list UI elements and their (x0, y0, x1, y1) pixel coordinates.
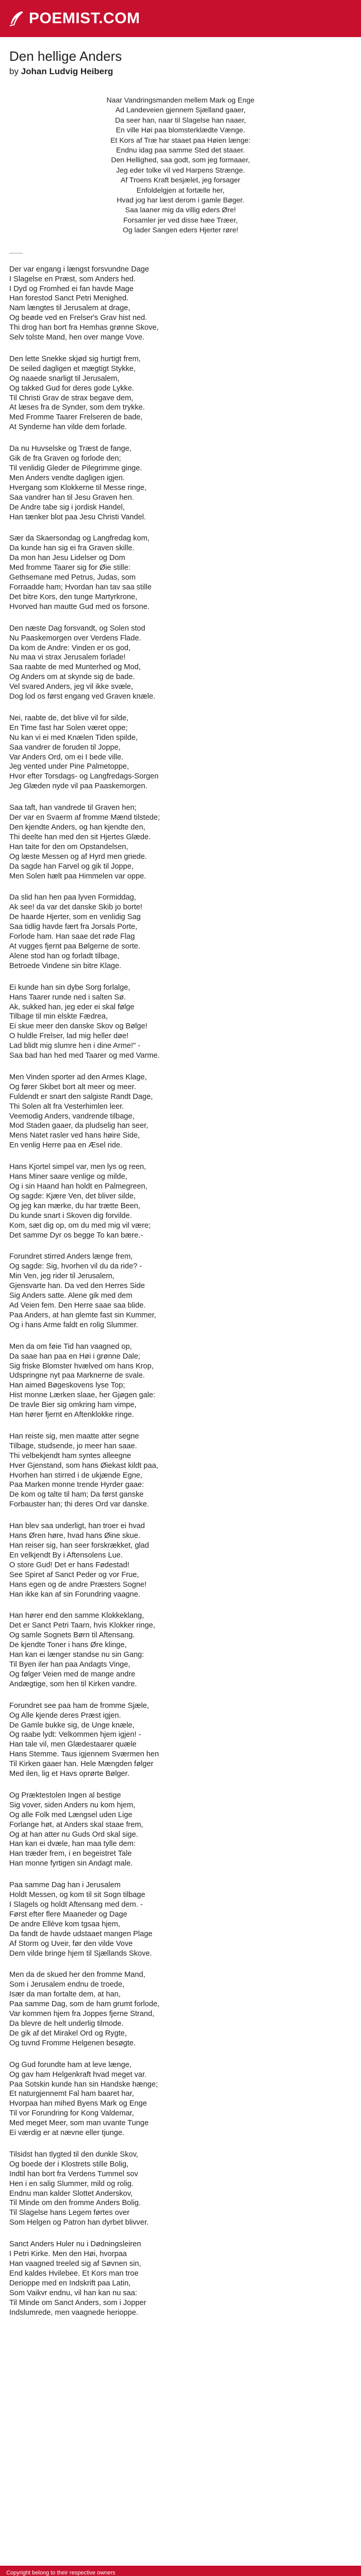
poem-line: End kaldes Hvilebee. Et Kors man troe (9, 2269, 139, 2278)
poem-line: Thi deelte han med den sit Hjertes Glæde. (9, 833, 151, 841)
intro-line: Et Kors af Træ har staaet paa Høien længe: (110, 135, 251, 144)
intro-line: Ad Landeveien gjennem Sjælland gaaer, (115, 106, 246, 114)
poem-line: Der var en Svaerm af fromme Mænd tilstede; (9, 814, 160, 822)
poem-line: Og tuvnd Fromme Helgenen besøgte. (9, 2039, 136, 2047)
byline-prefix: by (9, 66, 19, 76)
intro-line: Forsamler jer ved disse hæe Træer, (123, 215, 238, 224)
poem-line: Veemodig Anders, vandrende tilbage, (9, 1112, 135, 1121)
poem-line: I Slagels og holdt Aftensang med dem. - (9, 1901, 143, 1909)
quill-icon (7, 10, 25, 27)
poem-line: Han tænker blot paa Jesu Christi Vandel. (9, 513, 146, 521)
poem-line: Og sagde: Kjære Ven, det bliver silde, (9, 1192, 136, 1200)
poem-line: Som Helgen og Patron han dyrbet blivver. (9, 2218, 149, 2227)
poem-line: Da blevre de helt underlig tilmode. (9, 2019, 124, 2028)
intro-line: Af Troens Kraft besjælet, jeg forsager (121, 176, 240, 184)
poem-line: En velkjendt By i Aftensolens Lue. (9, 1551, 123, 1560)
poem-line: Gethsemane med Petrus, Judas, som (9, 573, 136, 582)
poem-line: Men Solen hælt paa Himmelen var oppe. (9, 872, 146, 880)
poem-line: Men Anders vendte dagligen igjen. (9, 473, 125, 482)
poem-line: Paa Anders, at han glemte fast sin Kummer, (9, 1311, 156, 1319)
poem-line: Til vor Forundring for Kong Valdemar, (9, 2109, 134, 2118)
poem-line: Thi drog han bort fra Hemhas grønne Skove, (9, 324, 159, 332)
poem-line: Til Minde om Sanct Anders, som i Jopper (9, 2298, 146, 2307)
poem-line: Ei skue meer den danske Skov og Bølge! (9, 1022, 147, 1031)
stanza (9, 983, 352, 1061)
stanza (9, 1701, 352, 1779)
poem-line: Og følger Veien med de mange andre (9, 1670, 136, 1679)
poem-line: Og alle Folk med Længsel uden Lige (9, 1810, 133, 1819)
poem-line: De travle Bier sig omkring ham vimpe, (9, 1401, 137, 1410)
poem-line: Med fromme Taarer sig for Øie stille: (9, 564, 130, 572)
poem-line: Saa raabte de med Munterhed og Mod, (9, 663, 141, 672)
stanza (9, 1162, 352, 1240)
stanza (9, 893, 352, 971)
poem-line: Paa samme Dag han i Jerusalem (9, 1881, 121, 1890)
poem-line: Forundret stirred Anders længe frem, (9, 1252, 133, 1261)
poem-line: Og sagde: Sig, hvorhen vil du da ride? - (9, 1262, 142, 1271)
stanza (9, 444, 352, 522)
poem-line: Og Gud forundte ham at leve længe, (9, 2060, 132, 2069)
poem-line: Forbauster han; thi deres Ord var danske. (9, 1500, 149, 1509)
poem-line: Nu Paaskemorgen over Verdens Flade. (9, 634, 141, 642)
site-footer (0, 2566, 361, 2576)
poem-line: Tilsidst han tlygted til den dunkle Skov, (9, 2150, 138, 2159)
poem-byline (9, 66, 352, 77)
stanza (9, 1342, 352, 1420)
poem-line: Han blev saa underligt, han troer ei hvad (9, 1522, 145, 1531)
poem-line: Som i Jerusalem endnu de troede, (9, 1980, 125, 1989)
poem-line: Dem vilde bringe hjem til Sjællands Skove. (9, 1949, 152, 1958)
poem-line: Og boede der i Klostrets stille Bolig, (9, 2160, 129, 2168)
site-logo-text: POEMIST.COM (29, 10, 140, 27)
poem-line: Det samme Dyr os begge To kan bære.- (9, 1231, 143, 1240)
poem-line: Han monne fyrtigen sin Andagt male. (9, 1859, 133, 1868)
poem-line: De Andre tabe sig i jordisk Handel, (9, 503, 125, 512)
poem-line: I Petri Kirke. Men den Høi, hvorpaa (9, 2250, 127, 2259)
poem-line: Saa vandrer de foruden til Joppe, (9, 743, 121, 752)
poem-line: Nam længtes til Jerusalem at drage, (9, 304, 130, 313)
poem-line: Og raabe lydt: Velkommen hjem igjen! - (9, 1731, 141, 1739)
poem-line: De Gamle bukke sig, de Unge knæle, (9, 1721, 135, 1730)
poem-line: Af Storm og Uveir, før den vilde Vove (9, 1939, 133, 1948)
poem-line: Alene stod han og forladt tilbage, (9, 952, 120, 960)
poem-line: Han tale vil, men Glædestaarer quæle (9, 1740, 137, 1749)
poem-line: Ak, sukked han, jeg eder ei skal følge (9, 1003, 135, 1011)
poem-line: Betroede Vindene sin bitre Klage. (9, 961, 122, 970)
poem-line: Sær da Skaersondag og Langfredag kom, (9, 534, 150, 543)
poem-line: Den næste Dag forsvandt, og Solen stod (9, 624, 145, 633)
poem-line: Udspringne nyt paa Marknerne de svale. (9, 1371, 145, 1380)
poem-line: Hvorhen han stirred i de ukjænde Egne, (9, 1471, 142, 1480)
poem-line: Tilbage til min elskte Fædrea, (9, 1012, 108, 1021)
poem-line: De andre Ellève kom tgsaa hjem, (9, 1920, 120, 1928)
poem-line: De gik af det Mirakel Ord og Rygte, (9, 2029, 127, 2038)
poem-line: Sig Anders satte. Alene gik med dem (9, 1292, 133, 1300)
poem-line: Med Fromme Taarer Frelseren de bade, (9, 413, 143, 422)
poem-line: Lad blidt mig slumre hen i dine Arme!" - (9, 1042, 141, 1050)
poem-line: De haarde Hjerter, som en venlidig Sag (9, 913, 141, 922)
poem-line: De kjendte Toner i hans Øre klinge, (9, 1641, 127, 1650)
site-logo[interactable] (7, 10, 140, 27)
poem-line: De seiled dagligen et mægtigt Stykke, (9, 364, 136, 373)
poem-line: O huldle Frelser, lad mig heller døe! (9, 1032, 129, 1041)
poem-line: Et naturgjennemt Fal ham baaret har, (9, 2090, 134, 2098)
poem-line: Og gav ham Helgenkraft hvad meget var. (9, 2070, 147, 2079)
stanza (9, 1880, 352, 1958)
poem-line: Og i hans Arme faldt en rolig Slummer. (9, 1320, 138, 1329)
poem-line: Han vaagned treeled sig af Søvnen sin, (9, 2260, 141, 2268)
poem-line: Til Kirken gaaer han. Hele Mængden følger (9, 1760, 154, 1769)
poem-line: Han reiste sig, men maatte atter segne (9, 1432, 139, 1440)
poem-line: O store Gud! Det er hans Fødestad! (9, 1561, 129, 1569)
poem-title: Den hellige Anders (9, 48, 122, 64)
intro-line: Den Hellighed, saa godt, som jeg formaaer, (111, 156, 250, 164)
poem-line: Han hører fjernt en Aftenklokke ringe. (9, 1411, 134, 1419)
poem-line: Han kan ei længer standse nu sin Gang: (9, 1651, 144, 1659)
stanza (9, 1073, 352, 1150)
stanza (9, 2150, 352, 2228)
intro-line: Da seer han, naar til Slagelse han naaer, (115, 115, 246, 124)
poem-line: Forraadde ham; Hvordan han tav saa stille (9, 583, 152, 591)
stanza (9, 714, 352, 791)
poem-line: Han hører end den samme Klokkeklang, (9, 1612, 144, 1620)
poem-line: Da slid han hen paa lyven Formiddag, (9, 893, 136, 902)
poem-line: En Time fast har Solen været oppe; (9, 723, 128, 732)
poem-line: Til Slagelse hans Legem førtes over (9, 2209, 130, 2217)
poem-line: Min Ven, jeg rider til Jerusalem, (9, 1272, 114, 1281)
poem-line: Og Anders om at skynde sig de bade. (9, 673, 135, 682)
poem-line: Vel svared Anders, jeg vil ikke svæle, (9, 683, 134, 691)
poem-line: Hans Stemme. Taus igjennem Sværmen hen (9, 1750, 159, 1759)
poem-line: Selv tolste Mand, hen over mange Vove. (9, 333, 145, 342)
stanza (9, 2060, 352, 2138)
intro-line: Og lader Sangen eders Hjerter røre! (122, 226, 239, 234)
poem-line: Først efter flere Maaneder og Dage (9, 1910, 127, 1919)
poem-line: Holdt Messen, og kom til sit Sogn tilbage (9, 1891, 145, 1900)
poem-line: Det bitre Kors, den tunge Martyrkrone, (9, 592, 138, 601)
poem-line: Han aimed Bøgeskovens lyse Top; (9, 1381, 125, 1390)
poem-line: Hen i en salig Slummer, mild og rolig. (9, 2179, 134, 2188)
poem-intro (9, 95, 352, 235)
poem-line: Indslumrede, men vaagnede herioppe. (9, 2308, 138, 2317)
copyright-text: Copyright belong to their respective owners (6, 2570, 116, 2576)
poem-line: Jeg Glæden nyde vil paa Paaskemorgen. (9, 782, 147, 791)
poem-line: Til Christi Grav de strax begave dem, (9, 394, 134, 402)
poem-line: Forundret see paa ham de fromme Sjæle, (9, 1701, 149, 1710)
poem-line: Han ikke kan af sin Forundring vaagne. (9, 1590, 140, 1599)
poem-line: Da sagde han Farvel og gik til Joppe, (9, 862, 134, 871)
poem-line: Hver Gjenstand, som hans Øiekast kildt paa, (9, 1461, 158, 1470)
poem-line: Fuldendt er snart den salgiste Randt Dage, (9, 1092, 153, 1101)
poem-line: Og Præktestolen Ingen al bestige (9, 1791, 121, 1800)
poem-line: En venlig Herre paa en Æsel ride. (9, 1141, 123, 1150)
poem-line: Hvorved han mautte Gud med os forsone. (9, 602, 150, 611)
poem-line: Saa taft, han vandrede til Graven hen; (9, 804, 137, 812)
poem-line: Til venlidig Gleder de Pilegrimme ginge. (9, 464, 142, 472)
poem-line: Nu kan vi ei med Knælen Tiden spilde, (9, 733, 138, 742)
author-link[interactable]: Johan Ludvig Heiberg (21, 66, 113, 76)
poem-line: At læses fra de Synder, som dem trykke. (9, 403, 145, 412)
intro-line: Endnu idag paa samme Sted det staaer. (116, 146, 245, 155)
poem-line: I Dyd og Fromhed ei fan havde Mage (9, 284, 134, 293)
stanza (9, 1611, 352, 1689)
poem-line: I Slagelse en Præst, som Anders hed. (9, 275, 136, 283)
site-header (0, 0, 361, 37)
poem-line: Da nu Huvselske og Træst de fange, (9, 445, 132, 453)
poem-line: Sanct Anders Huler nu i Dødningsleiren (9, 2240, 141, 2249)
poem-line: Og at han atter nu Guds Ord skal sige. (9, 1830, 138, 1839)
poem-line: Sig vover, siden Anders nu kom hjem, (9, 1801, 136, 1809)
poem-line: Dog lod os først engang ved Graven knæle. (9, 692, 156, 701)
poem-line: Paa Sotskin kunde han sin Handske hænge; (9, 2080, 158, 2089)
poem-line: Med meget Meer, som man uvante Tunge (9, 2119, 149, 2128)
stanza (9, 1970, 352, 2048)
poem-line: Hans Kjortel simpel var, men lys og reen, (9, 1163, 146, 1172)
poem-line: Han reiser sig, han seer forskrækket, glad (9, 1541, 149, 1550)
stanza (9, 354, 352, 432)
poem-line: Nei, raabte de, det blive vil for silde, (9, 714, 129, 722)
poem-line: Den lette Snekke skjød sig hurtigt frem, (9, 354, 141, 363)
poem-line: Men Vinden sporter ad den Armes Klage, (9, 1073, 147, 1081)
stanza (9, 1791, 352, 1869)
poem-line: Og samle Sognets Børn til Aftensang. (9, 1631, 135, 1640)
poem-line: Sig friske Blomster hvælved om hans Krop, (9, 1362, 154, 1370)
poem-line: Da saae han paa en Høi i grønne Dale; (9, 1352, 140, 1361)
poem-line: Saa vandrer han til Jesu Graven hen. (9, 493, 134, 502)
intro-line: Naar Vandringsmanden mellem Mark og Enge (106, 96, 255, 104)
poem-line: Thi velbekjendt ham syntes alleegne (9, 1451, 132, 1460)
poem-line: Han kan ei dvæle, han maa tylle dem: (9, 1840, 136, 1849)
poem-line: Ad Veien fem. Den Herre saae saa blide. (9, 1301, 146, 1310)
poem-line: Han taite for den om Opstandelsen, (9, 842, 128, 851)
stanza (9, 624, 352, 702)
poem-line: Med ilen, lig et Havs oprørte Bølger. (9, 1770, 129, 1778)
poem-line: Og jeg kan mærke, du har trætte Been, (9, 1201, 140, 1210)
poem-line: Saa bad han hed med Taarer og med Varme. (9, 1052, 160, 1060)
poem-line: Gik de fra Graven og forlode den; (9, 454, 121, 463)
poem-line: Andægtige, som hen til Kirken vandre. (9, 1680, 137, 1688)
poem-line: See Spiret af Sanct Peder og vor Frue, (9, 1570, 139, 1579)
intro-line: Saa laaner mig da villig eders Øre! (125, 206, 236, 214)
poem-line: Kom, sæt dig op, om du med mig vil være; (9, 1221, 151, 1230)
poem-line: Til Minde om den fromme Anders Bolig. (9, 2199, 141, 2208)
poem-line: At vugges fjernt paa Bølgerne de sorte. (9, 942, 140, 951)
poem-line: Og læste Messen og af Hyrd men griede. (9, 852, 147, 861)
poem-line: Tilbage, studsende, jo meer han saae. (9, 1442, 137, 1450)
poem-stanzas (9, 265, 352, 2318)
poem-line: Hvorpaa han mihed Byens Mark og Enge (9, 2099, 147, 2108)
poem-line: Hans Øren høre, hvad hans Øine skue. (9, 1532, 140, 1540)
poem-line: Ei værdig er at nævne eller tjunge. (9, 2129, 125, 2138)
poem-line: Men da om føie Tid han vaagned op, (9, 1342, 132, 1351)
poem-line: Saa tidlig havde fært fra Jorsals Porte, (9, 923, 138, 931)
poem-line: Nu maa vi strax Jerusalem forlade! (9, 653, 126, 662)
poem-line: Hvergang som Klokkerne til Messe ringe, (9, 483, 147, 492)
poem-line: Den kjendte Anders, og han kjendte den, (9, 823, 145, 832)
poem-line: Til Byen iler han paa Andagts Vinge, (9, 1660, 130, 1669)
poem-line: Der var engang i længst forsvundne Dage (9, 265, 149, 274)
poem-line: Det er Sanct Petri Taarn, hvis Klokker ringe, (9, 1621, 155, 1630)
stanza (9, 803, 352, 881)
stanza (9, 1432, 352, 1510)
intro-line: Hvad jog har læst derom i gamle Bøger. (117, 196, 244, 205)
poem-line: Hans Taarer runde ned i salten Sø. (9, 993, 126, 1002)
poem-line: Paa samme Dag, som de ham grumt forlode, (9, 2000, 160, 2009)
poem-line: Men da de skued her den fromme Mand, (9, 1971, 145, 1979)
poem-line: Hans Miner saare venlige og milde, (9, 1173, 127, 1181)
stanza (9, 2240, 352, 2317)
intro-line: En ville Høi paa blomsterklædte Vænge. (116, 126, 245, 134)
poem-line: Endnu man kalder Slottet Anderskov, (9, 2189, 133, 2198)
poem-line: Og fører Skibet bort alt meer og meer. (9, 1082, 136, 1091)
poem-line: Mens Natet rasler ved hans høire Side, (9, 1131, 140, 1140)
stanza (9, 1521, 352, 1599)
poem-line: Og Alle kjende deres Præst igjen. (9, 1711, 121, 1720)
poem-line: Forlode ham. Han saae det røde Flag (9, 933, 135, 941)
poem-line: Ak see! da var det danske Skib jo borte! (9, 903, 142, 912)
poem-line: Jeg vented under Pine Palmetoppe, (9, 762, 129, 771)
poem-line: Da fandt de havde udstaaet mangen Plage (9, 1929, 153, 1938)
poem-line: Som Vaikvr endnu, vil han kan nu saa: (9, 2289, 137, 2297)
poem-content (0, 37, 361, 2317)
poem-line: Du kunde snart i Skoven dig forvilde. (9, 1211, 132, 1220)
poem-line: Især da man fortalte dem, at han, (9, 1990, 121, 1999)
poem-line: Han træder frem, i en begeistret Tale (9, 1850, 132, 1858)
poem-line: Og i sin Haand han holdt en Palmegreen, (9, 1182, 147, 1191)
poem-line: Mod Staden gaaer, da pludselig han seer, (9, 1122, 149, 1130)
poem-line: At Synderne han vilde dem forlade. (9, 423, 127, 432)
poem-line: Hist monne Lærken slaae, her Gjøgen gale: (9, 1391, 156, 1400)
poem-line: Og naaede snarligt til Jerusalem, (9, 374, 120, 383)
poem-line: Da kunde han sig ei fra Graven skille. (9, 544, 135, 553)
stanza (9, 1252, 352, 1330)
poem-line: Var Anders Ord, om ei I bede ville. (9, 753, 124, 761)
poem-line: Forlange høt, at Anders skal staae frem, (9, 1820, 143, 1829)
poem-line: Da kom de Andre: Vinden er os god, (9, 643, 131, 652)
poem-line: Derioppe med en Indskrift paa Latin, (9, 2279, 131, 2287)
poem-line: Var kommen hjem fra Joppes fjerne Strand, (9, 2010, 155, 2019)
stanza (9, 265, 352, 343)
poem-line: De kom og talte til ham; Da først ganske (9, 1490, 144, 1499)
stanza (9, 534, 352, 612)
intro-line: Enfoldelgjen at fortælle her, (136, 185, 225, 194)
intro-line: Jeg eder tolke vil ved Harpens Strænge. (116, 165, 245, 174)
poem-line: Han forestod Sanct Petri Menighed. (9, 294, 129, 303)
poem-line: Hans egen og de andre Præsters Sogne! (9, 1580, 147, 1589)
poem-line: Ei kunde han sin dybe Sorg forlalge, (9, 983, 130, 992)
poem-line: Indtil han bort fra Verdens Tummel sov (9, 2170, 138, 2178)
poem-line: Thi Solen alt fra Vesterhimlen leer. (9, 1102, 124, 1111)
poem-line: Og takked Gud for deres gode Lykke. (9, 384, 135, 393)
poem-line: Gjensvarte han. Da ved den Herres Side (9, 1282, 145, 1291)
poem-line: Paa Marken monne trende Hyrder gaae: (9, 1481, 144, 1489)
poem-line: Og beøde ved en Frelser's Grav hist ned. (9, 314, 147, 323)
poem-line: Hvor efter Torsdags- og Langfredags-Sorgen (9, 772, 159, 781)
poem-line: Da mon han Jesu Lidelser og Dom (9, 554, 125, 563)
